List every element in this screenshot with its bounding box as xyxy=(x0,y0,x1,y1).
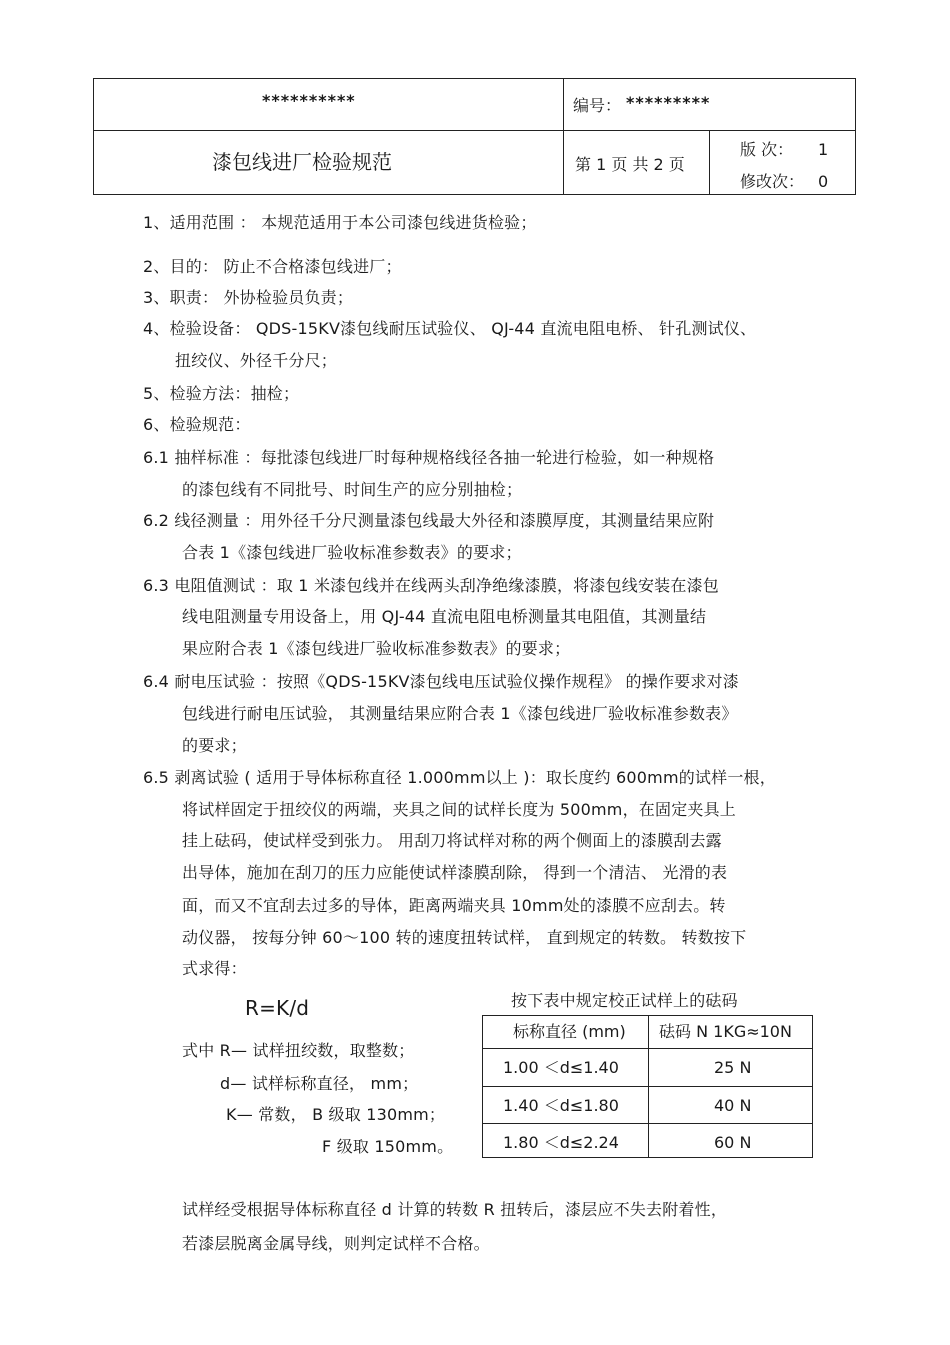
doc-title-mask: ********** xyxy=(262,91,356,110)
text-line: 挂上砝码，使试样受到张力。 用刮刀将试样对称的两个侧面上的漆膜刮去露 xyxy=(182,831,722,850)
text-line: 3、职责： 外协检验员负责； xyxy=(143,288,354,307)
text-line: 果应附合表 1《漆包线进厂验收标准参数表》的要求； xyxy=(182,639,571,658)
table-row-divider xyxy=(483,1048,812,1049)
revision-value: 0 xyxy=(818,172,829,191)
header-divider-horizontal xyxy=(94,130,855,131)
text-line: 2、目的： 防止不合格漆包线进厂； xyxy=(143,257,402,276)
formula-where-line: d— 试样标称直径， mm； xyxy=(220,1074,419,1093)
table-header-cell: 标称直径 (mm) xyxy=(513,1022,626,1041)
table-cell: 1.00 ＜d≤1.40 xyxy=(503,1058,619,1077)
text-line: 6.2 线径测量 ：用外径千分尺测量漆包线最大外径和漆膜厚度，其测量结果应附 xyxy=(143,511,715,530)
text-line: 4、检验设备： QDS-15KV漆包线耐压试验仪、 QJ-44 直流电阻电桥、 针孔测试仪、 xyxy=(143,319,757,338)
doc-code-value: ********* xyxy=(626,93,711,112)
text-line: 若漆层脱离金属导线，则判定试样不合格。 xyxy=(182,1234,490,1253)
formula: R=K/d xyxy=(245,996,310,1020)
spec-title: 漆包线进厂检验规范 xyxy=(212,150,392,174)
text-line: 1、适用范围 ： 本规范适用于本公司漆包线进货检验； xyxy=(143,213,537,232)
table-cell: 1.80 ＜d≤2.24 xyxy=(503,1133,619,1152)
text-line: 的要求； xyxy=(182,736,247,755)
text-line: 试样经受根据导体标称直径 d 计算的转数 R 扭转后，漆层应不失去附着性， xyxy=(182,1200,728,1219)
text-line: 扭绞仪、外径千分尺； xyxy=(175,351,338,370)
text-line: 面，而又不宜刮去过多的导体，距离两端夹具 10mm处的漆膜不应刮去。转 xyxy=(182,896,726,915)
table-cell: 40 N xyxy=(714,1096,752,1115)
text-line: 动仪器， 按每分钟 60～100 转的速度扭转试样， 直到规定的转数。 转数按下 xyxy=(182,928,747,947)
formula-where-line: F 级取 150mm。 xyxy=(322,1137,454,1156)
table-header-cell: 砝码 N 1KG≈10N xyxy=(659,1022,792,1041)
version-label: 版 次： xyxy=(740,140,794,159)
text-line: 线电阻测量专用设备上，用 QJ-44 直流电阻电桥测量其电阻值，其测量结 xyxy=(182,607,707,626)
text-line: 将试样固定于扭绞仪的两端，夹具之间的试样长度为 500mm，在固定夹具上 xyxy=(182,800,736,819)
text-line: 5、检验方法：抽检； xyxy=(143,384,300,403)
text-line: 6.4 耐电压试验 ：按照《QDS-15KV漆包线电压试验仪操作规程》 的操作要求对漆 xyxy=(143,672,739,691)
text-line: 包线进行耐电压试验， 其测量结果应附合表 1《漆包线进厂验收标准参数表》 xyxy=(182,704,738,723)
text-line: 的漆包线有不同批号、时间生产的应分别抽检； xyxy=(182,480,523,499)
formula-where-line: K— 常数， B 级取 130mm； xyxy=(226,1105,446,1124)
text-line: 合表 1《漆包线进厂验收标准参数表》的要求； xyxy=(182,543,522,562)
weight-table xyxy=(482,1015,813,1158)
header-divider-vertical xyxy=(563,79,564,194)
text-line: 6.5 剥离试验 ( 适用于导体标称直径 1.000mm以上 )：取长度约 600mm的试样一根， xyxy=(143,768,776,787)
formula-where-line: 式中 R— 试样扭绞数，取整数； xyxy=(182,1041,415,1060)
table-row-divider xyxy=(483,1086,812,1087)
text-line: 出导体，施加在刮刀的压力应能使试样漆膜刮除， 得到一个清洁、 光滑的表 xyxy=(182,863,728,882)
version-value: 1 xyxy=(818,140,829,159)
text-line: 6、检验规范： xyxy=(143,415,251,434)
text-line: 6.1 抽样标准 ：每批漆包线进厂时每种规格线径各抽一轮进行检验，如一种规格 xyxy=(143,448,715,467)
text-line: 式求得： xyxy=(182,959,247,978)
doc-code-label: 编号： xyxy=(573,96,622,115)
table-cell: 25 N xyxy=(714,1058,752,1077)
header-divider-version xyxy=(709,130,710,194)
revision-label: 修改次： xyxy=(740,172,805,191)
table-cell: 1.40 ＜d≤1.80 xyxy=(503,1096,619,1115)
page-info: 第 1 页 共 2 页 xyxy=(575,155,685,174)
text-line: 6.3 电阻值测试 ：取 1 米漆包线并在线两头刮净绝缘漆膜，将漆包线安装在漆包 xyxy=(143,576,719,595)
table-cell: 60 N xyxy=(714,1133,752,1152)
table-row-divider xyxy=(483,1123,812,1124)
document-header xyxy=(93,78,856,195)
table-caption: 按下表中规定校正试样上的砝码 xyxy=(511,991,738,1010)
